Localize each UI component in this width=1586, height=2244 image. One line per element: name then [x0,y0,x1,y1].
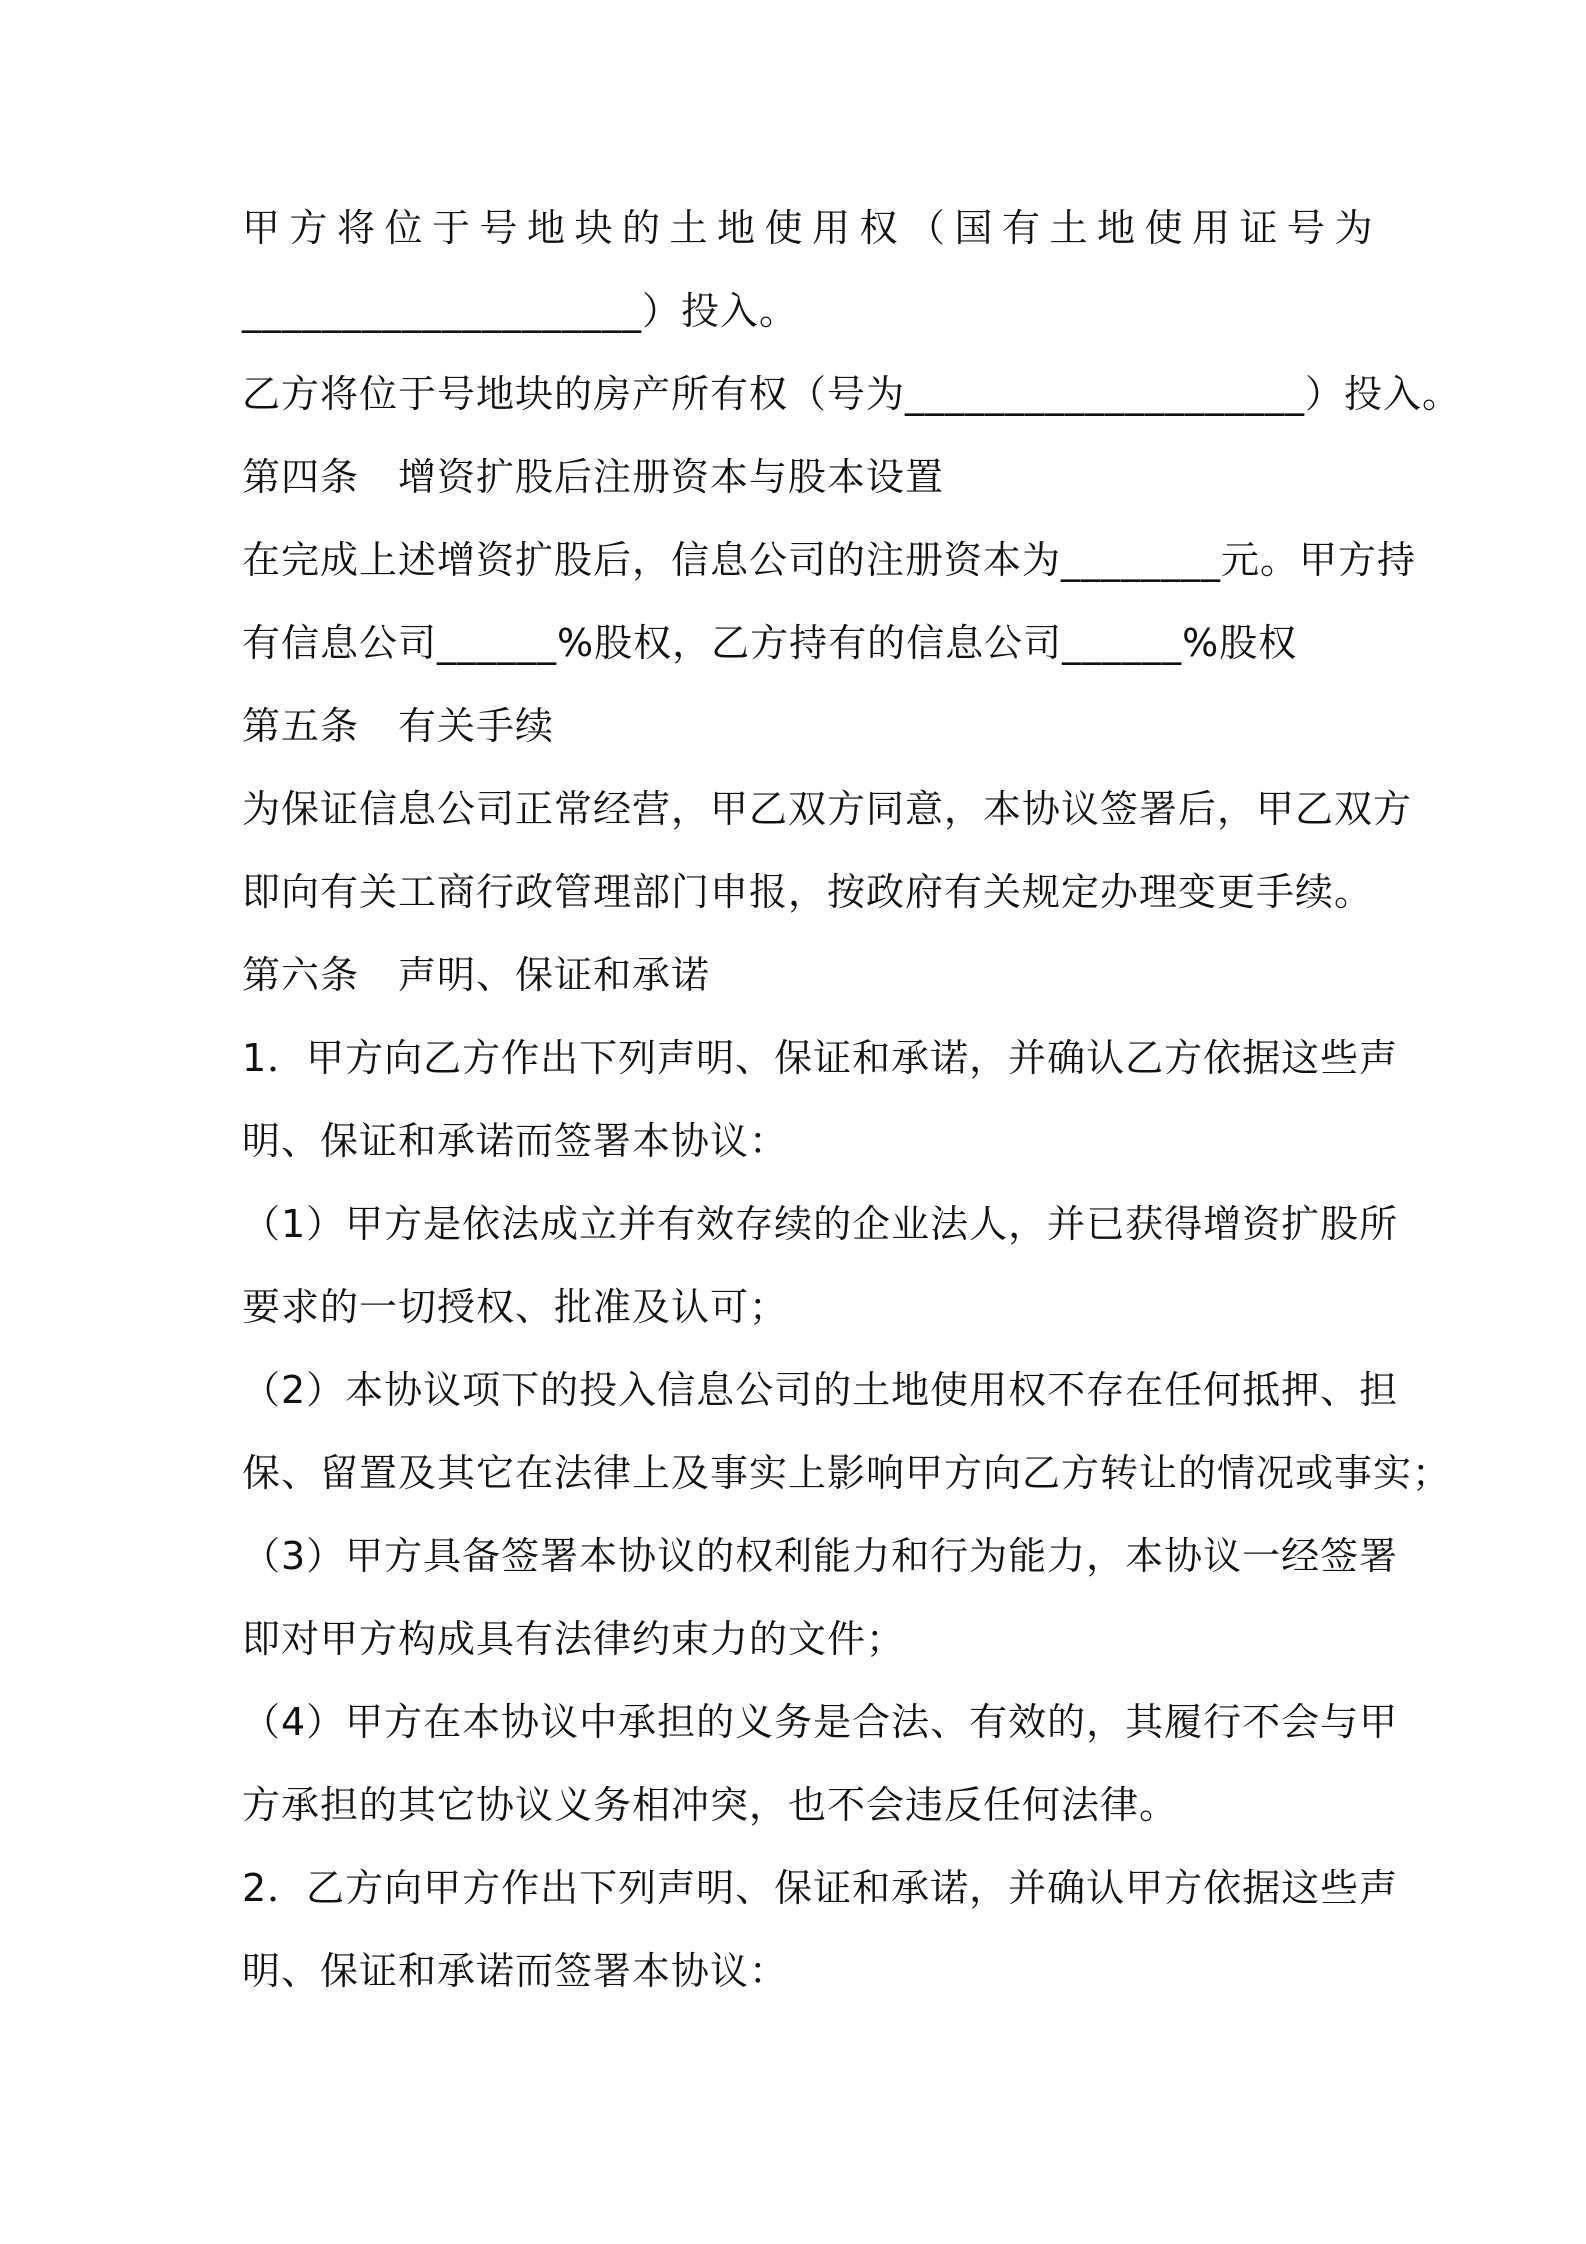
text-line: （2）本协议项下的投入信息公司的土地使用权不存在任何抵押、担 [242,1368,1399,1412]
text-line: 保、留置及其它在法律上及事实上影响甲方向乙方转让的情况或事实； [242,1451,1452,1495]
text-line: 为保证信息公司正常经营，甲乙双方同意，本协议签署后，甲乙双方 [242,787,1413,831]
text-line: 2．乙方向甲方作出下列声明、保证和承诺，并确认甲方依据这些声 [242,1866,1399,1910]
text-line: 甲方将位于号地块的土地使用权（国有土地使用证号为 [242,206,1383,250]
text-line: 有信息公司______%股权，乙方持有的信息公司______%股权 [242,621,1298,665]
article-heading: 第五条 有关手续 [242,704,555,748]
text-line: 即对甲方构成具有法律约束力的文件； [242,1617,906,1661]
text-line: 明、保证和承诺而签署本协议： [242,1949,789,1993]
article-heading: 第四条 增资扩股后注册资本与股本设置 [242,455,945,499]
text-line: 在完成上述增资扩股后，信息公司的注册资本为________元。甲方持 [242,538,1417,582]
text-line: ____________________）投入。 [242,289,799,333]
text-line: 乙方将位于号地块的房产所有权（号为____________________）投入。 [242,372,1462,416]
article-heading: 第六条 声明、保证和承诺 [242,953,711,997]
text-line: 明、保证和承诺而签署本协议： [242,1119,789,1163]
text-line: （1）甲方是依法成立并有效存续的企业法人，并已获得增资扩股所 [242,1202,1399,1246]
text-line: （3）甲方具备签署本协议的权利能力和行为能力，本协议一经签署 [242,1534,1399,1578]
text-line: （4）甲方在本协议中承担的义务是合法、有效的，其履行不会与甲 [242,1700,1399,1744]
text-line: 即向有关工商行政管理部门申报，按政府有关规定办理变更手续。 [242,870,1374,914]
text-line: 方承担的其它协议义务相冲突，也不会违反任何法律。 [242,1783,1179,1827]
text-line: 1．甲方向乙方作出下列声明、保证和承诺，并确认乙方依据这些声 [242,1036,1399,1080]
text-line: 要求的一切授权、批准及认可； [242,1285,789,1329]
